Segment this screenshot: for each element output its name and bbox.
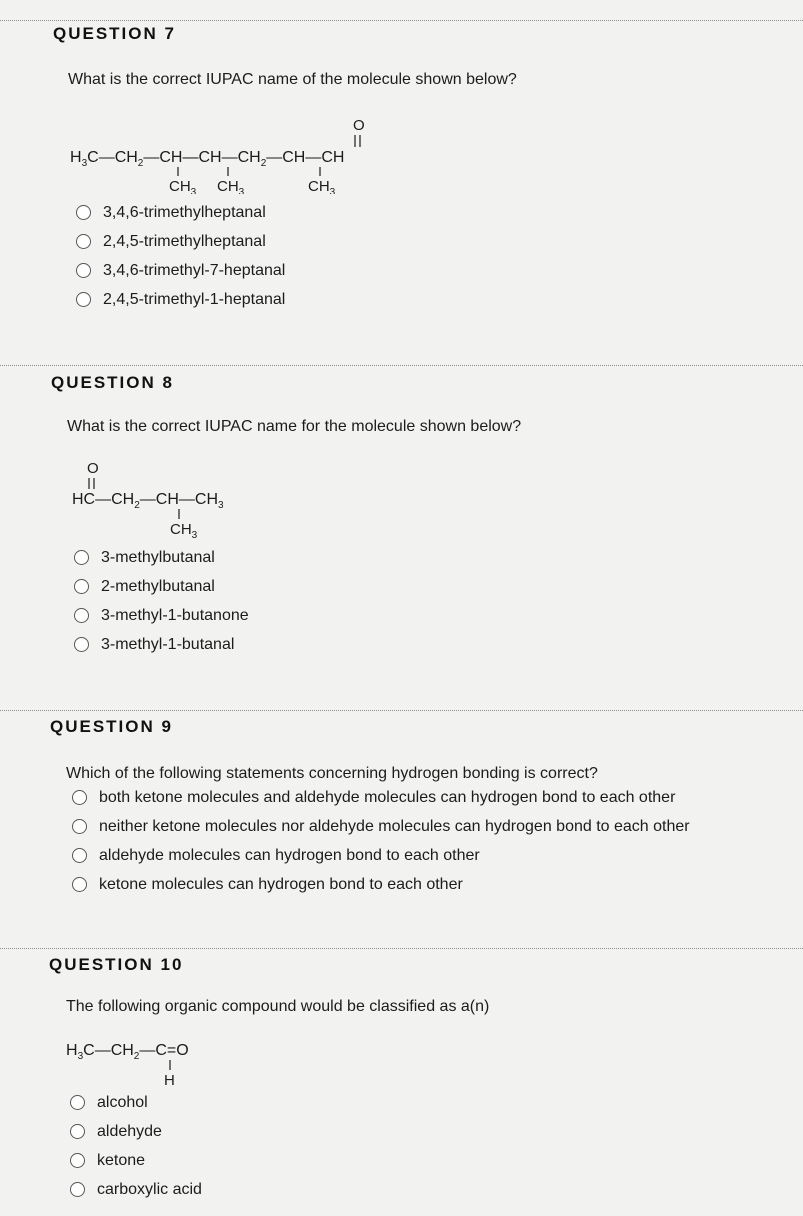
question-title: QUESTION 10	[49, 955, 184, 974]
section-divider	[0, 20, 803, 21]
answer-option[interactable]	[74, 543, 249, 572]
option-label: 3,4,6-trimethyl-7-heptanal	[103, 261, 286, 279]
main-chain: $H_3C—CH_2—C=O$	[66, 1042, 189, 1062]
radio-button[interactable]	[76, 263, 91, 278]
section-divider	[0, 365, 803, 366]
answer-option[interactable]	[70, 1088, 202, 1117]
section-divider	[0, 948, 803, 949]
question-prompt: What is the correct IUPAC name for the molecule shown below?	[67, 418, 522, 435]
answer-option[interactable]	[70, 1146, 202, 1175]
answer-option[interactable]	[72, 870, 690, 899]
answer-option[interactable]	[72, 783, 690, 812]
option-label: 3,4,6-trimethylheptanal	[103, 203, 266, 221]
option-label: neither ketone molecules nor aldehyde molecules can hydrogen bond to each other	[99, 817, 690, 835]
radio-button[interactable]	[76, 234, 91, 249]
radio-button[interactable]	[74, 550, 89, 565]
radio-button[interactable]	[72, 848, 87, 863]
carbonyl-oxygen: O	[353, 117, 365, 134]
question-prompt: What is the correct IUPAC name of the molecule shown below?	[68, 71, 517, 88]
molecule-structure	[70, 112, 410, 194]
radio-button[interactable]	[70, 1182, 85, 1197]
answer-option[interactable]	[72, 841, 690, 870]
question-title: QUESTION 7	[53, 24, 176, 43]
radio-button[interactable]	[72, 790, 87, 805]
answer-option[interactable]	[72, 812, 690, 841]
answer-options	[70, 1088, 202, 1204]
option-label: 3-methylbutanal	[101, 548, 215, 566]
answer-options	[72, 783, 690, 899]
main-chain: $H_3C—CH_2—CH—CH—CH_2—CH—CH$	[70, 149, 345, 169]
answer-option[interactable]	[74, 601, 249, 630]
methyl-substituent: $CH_3$	[169, 178, 197, 194]
aldehyde-hydrogen: H	[164, 1072, 175, 1089]
option-label: aldehyde molecules can hydrogen bond to each other	[99, 846, 480, 864]
option-label: 2,4,5-trimethylheptanal	[103, 232, 266, 250]
carbonyl-oxygen: O	[87, 460, 99, 477]
question-title: QUESTION 9	[50, 717, 173, 736]
radio-button[interactable]	[76, 205, 91, 220]
section-divider	[0, 710, 803, 711]
radio-button[interactable]	[72, 877, 87, 892]
answer-option[interactable]	[74, 572, 249, 601]
radio-button[interactable]	[74, 608, 89, 623]
option-label: ketone	[97, 1151, 146, 1169]
answer-option[interactable]	[76, 227, 285, 256]
radio-button[interactable]	[70, 1153, 85, 1168]
radio-button[interactable]	[74, 579, 89, 594]
answer-option[interactable]	[76, 285, 285, 314]
answer-option[interactable]	[76, 198, 285, 227]
option-label: 2-methylbutanal	[101, 577, 215, 595]
answer-option[interactable]	[70, 1117, 202, 1146]
molecule-structure	[66, 1034, 236, 1094]
question-prompt: Which of the following statements concerning hydrogen bonding is correct?	[66, 765, 598, 782]
radio-button[interactable]	[70, 1095, 85, 1110]
question-prompt: The following organic compound would be classified as a(n)	[66, 998, 490, 1015]
answer-option[interactable]	[76, 256, 285, 285]
methyl-substituent: $CH_3$	[217, 178, 245, 194]
answer-option[interactable]	[70, 1175, 202, 1204]
option-label: 3-methyl-1-butanal	[101, 635, 235, 653]
answer-options	[76, 198, 285, 314]
option-label: carboxylic acid	[97, 1180, 202, 1198]
option-label: 3-methyl-1-butanone	[101, 606, 249, 624]
radio-button[interactable]	[76, 292, 91, 307]
main-chain: $HC—CH_2—CH—CH_3$	[72, 491, 224, 511]
methyl-substituent: $CH_3$	[308, 178, 336, 194]
option-label: 2,4,5-trimethyl-1-heptanal	[103, 290, 286, 308]
molecule-structure	[72, 455, 272, 540]
radio-button[interactable]	[74, 637, 89, 652]
question-title: QUESTION 8	[51, 373, 174, 392]
radio-button[interactable]	[72, 819, 87, 834]
option-label: both ketone molecules and aldehyde molecules can hydrogen bond to each other	[99, 788, 676, 806]
answer-option[interactable]	[74, 630, 249, 659]
methyl-substituent: $CH_3$	[170, 521, 198, 540]
option-label: ketone molecules can hydrogen bond to each other	[99, 875, 463, 893]
option-label: aldehyde	[97, 1122, 162, 1140]
option-label: alcohol	[97, 1093, 148, 1111]
answer-options	[74, 543, 249, 659]
radio-button[interactable]	[70, 1124, 85, 1139]
